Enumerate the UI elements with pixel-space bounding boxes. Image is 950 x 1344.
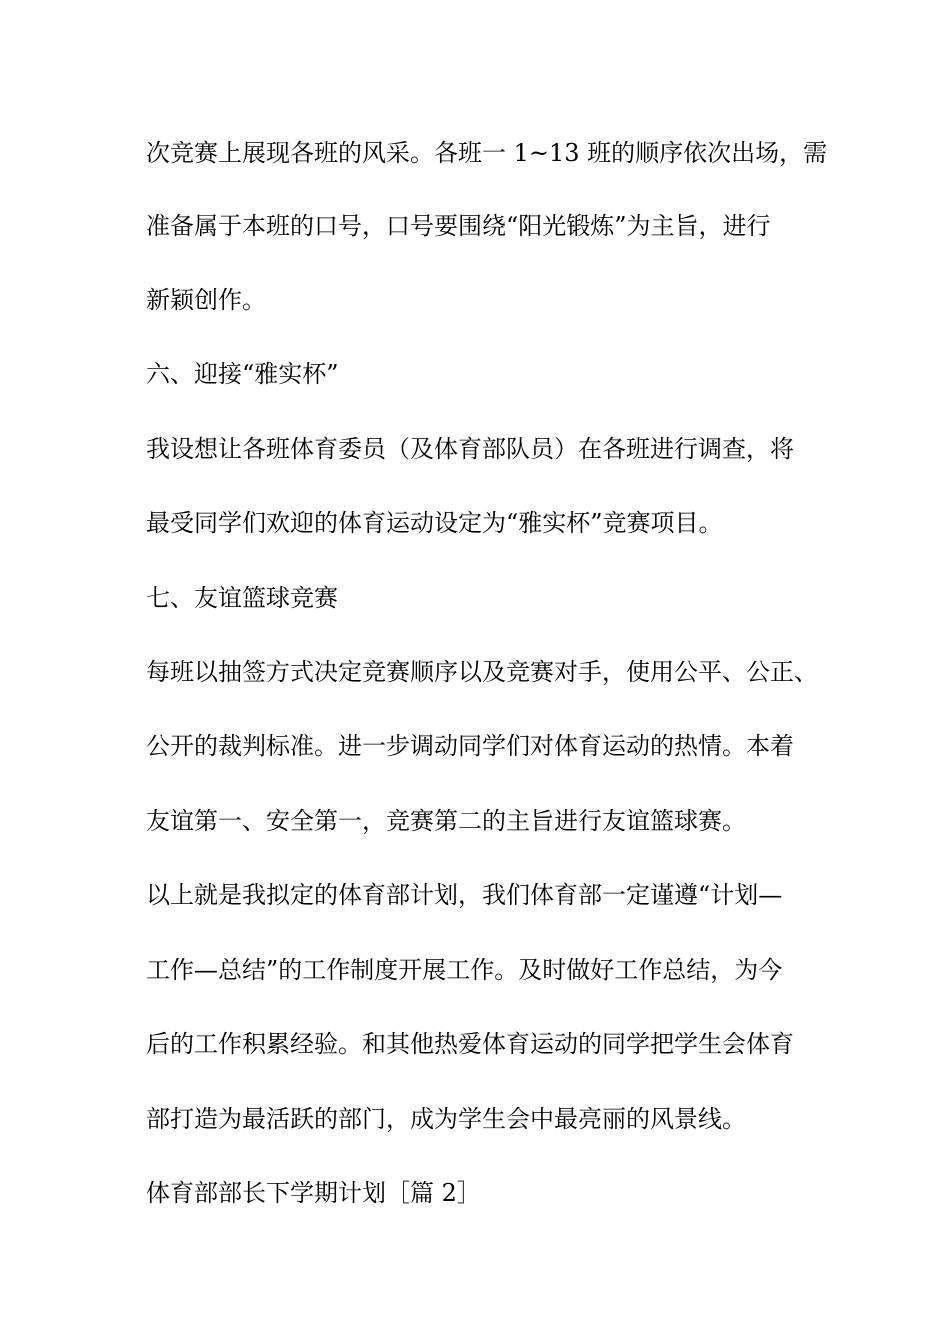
paragraph-line: 公开的裁判标准。进一步调动同学们对体育运动的热情。本着 [146,732,794,760]
paragraph-line: 准备属于本班的口号，口号要围绕“阳光锻炼”为主旨，进行 [146,212,771,240]
paragraph-line: 以上就是我拟定的体育部计划，我们体育部一定谨遵“计划— [146,881,783,909]
paragraph-line: 工作—总结”的工作制度开展工作。及时做好工作总结，为今 [146,956,783,984]
section-heading: 六、迎接“雅实杯” [146,360,339,388]
paragraph-line: 后的工作积累经验。和其他热爱体育运动的同学把学生会体育 [146,1030,794,1058]
paragraph-line: 部打造为最活跃的部门，成为学生会中最亮丽的风景线。 [146,1105,746,1133]
paragraph-line: 我设想让各班体育委员（及体育部队员）在各班进行调查，将 [146,435,794,463]
paragraph-line: 次竞赛上展现各班的风采。各班一 1~13 班的顺序依次出场，需 [146,139,828,167]
paragraph-line: 友谊第一、安全第一，竞赛第二的主旨进行友谊篮球赛。 [146,807,746,835]
paragraph-line: 新颖创作。 [146,286,266,314]
paragraph-line: 每班以抽签方式决定竞赛顺序以及竞赛对手，使用公平、公正、 [146,658,818,686]
paragraph-line: 最受同学们欢迎的体育运动设定为“雅实杯”竞赛项目。 [146,509,723,537]
section-heading: 七、友谊篮球竞赛 [146,584,338,612]
section-title: 体育部部长下学期计划［篇 2］ [146,1179,481,1207]
